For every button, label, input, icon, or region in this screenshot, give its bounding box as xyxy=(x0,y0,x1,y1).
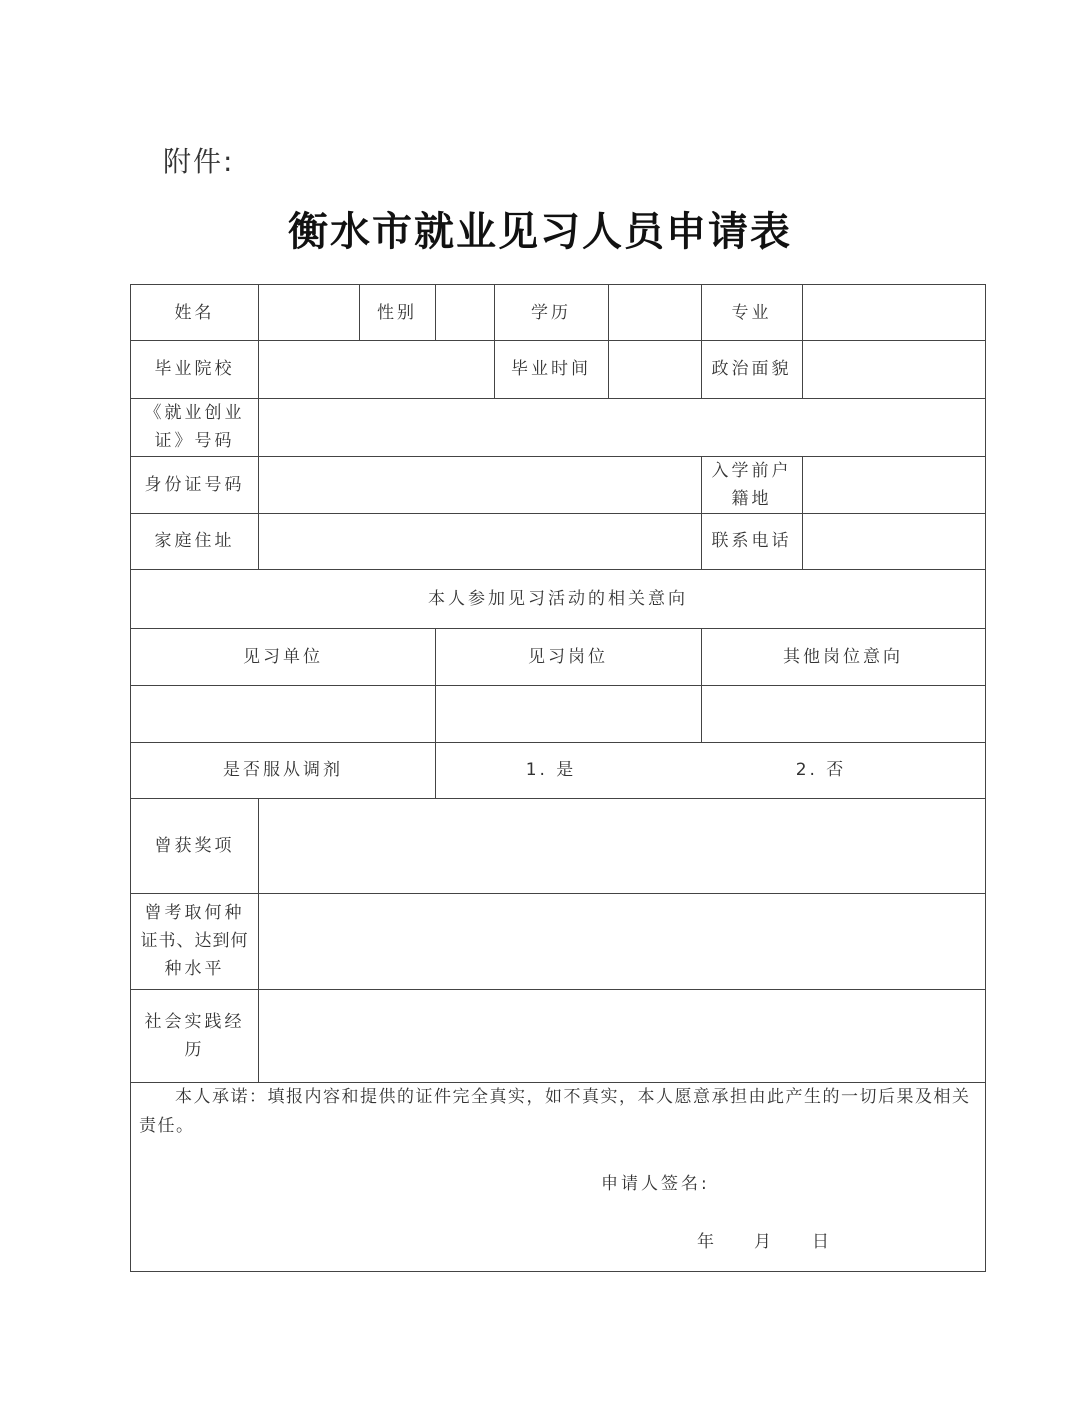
field-education[interactable] xyxy=(608,285,701,340)
date-month: 月 xyxy=(754,1232,771,1252)
field-id-number[interactable] xyxy=(258,456,701,513)
field-political-status[interactable] xyxy=(802,340,985,398)
option-no[interactable]: 2. 否 xyxy=(795,760,847,780)
label-certificates xyxy=(131,893,258,989)
label-household-line1: 入学前户 xyxy=(711,460,792,481)
signature-label: 申请人签名: xyxy=(601,1174,710,1194)
field-gender[interactable] xyxy=(435,285,494,340)
label-intern-position: 见习岗位 xyxy=(528,646,608,667)
option-yes[interactable]: 1. 是 xyxy=(525,760,577,780)
label-employment-cert xyxy=(131,398,258,456)
pledge-text: 本人承诺：填报内容和提供的证件完全真实，如不真实，本人愿意承担由此产生的一切后果及相关责任。 xyxy=(139,1087,971,1136)
label-certificates-line2: 证书、达到何 xyxy=(140,931,249,951)
label-major: 专业 xyxy=(731,302,772,323)
label-address: 家庭住址 xyxy=(154,531,235,551)
label-gender: 性别 xyxy=(377,302,417,323)
label-intern-unit: 见习单位 xyxy=(243,646,323,667)
intent-header: 本人参加见习活动的相关意向 xyxy=(428,588,688,609)
attachment-label: 附件: xyxy=(163,145,235,178)
date-day: 日 xyxy=(812,1232,829,1252)
label-household-line2: 籍地 xyxy=(731,488,772,509)
label-social-practice xyxy=(131,989,258,1082)
label-household xyxy=(701,456,802,513)
field-certificates[interactable] xyxy=(258,893,985,989)
label-school: 毕业院校 xyxy=(154,359,235,379)
label-social-practice-line2: 历 xyxy=(184,1039,205,1060)
date-year: 年 xyxy=(697,1232,714,1252)
application-form xyxy=(130,284,986,1272)
field-address[interactable] xyxy=(258,513,701,569)
field-social-practice[interactable] xyxy=(258,989,985,1082)
label-employment-cert-line2: 证》号码 xyxy=(154,431,235,451)
field-major[interactable] xyxy=(802,285,985,340)
field-intern-position[interactable] xyxy=(435,685,701,742)
label-grad-time: 毕业时间 xyxy=(511,359,591,379)
label-certificates-line1: 曾考取何种 xyxy=(144,903,245,923)
field-name[interactable] xyxy=(258,285,359,340)
field-household[interactable] xyxy=(802,456,985,513)
field-other-position[interactable] xyxy=(701,685,985,742)
label-awards: 曾获奖项 xyxy=(154,835,235,856)
field-grad-time[interactable] xyxy=(608,340,701,398)
field-awards[interactable] xyxy=(258,798,985,893)
label-phone: 联系电话 xyxy=(711,531,792,551)
field-phone[interactable] xyxy=(802,513,985,569)
form-title: 衡水市就业见习人员申请表 xyxy=(288,209,792,255)
label-social-practice-line1: 社会实践经 xyxy=(144,1011,245,1032)
field-intern-unit[interactable] xyxy=(131,685,435,742)
label-employment-cert-line1: 《就业创业 xyxy=(144,403,245,423)
label-education: 学历 xyxy=(531,302,571,323)
label-name: 姓名 xyxy=(174,302,215,323)
label-id-number: 身份证号码 xyxy=(144,474,245,495)
field-school[interactable] xyxy=(258,340,494,398)
label-accept-adjustment: 是否服从调剂 xyxy=(223,760,343,780)
label-other-position: 其他岗位意向 xyxy=(783,646,903,667)
label-political-status: 政治面貌 xyxy=(711,359,792,379)
field-employment-cert[interactable] xyxy=(258,398,985,456)
label-certificates-line3: 种水平 xyxy=(164,959,225,979)
